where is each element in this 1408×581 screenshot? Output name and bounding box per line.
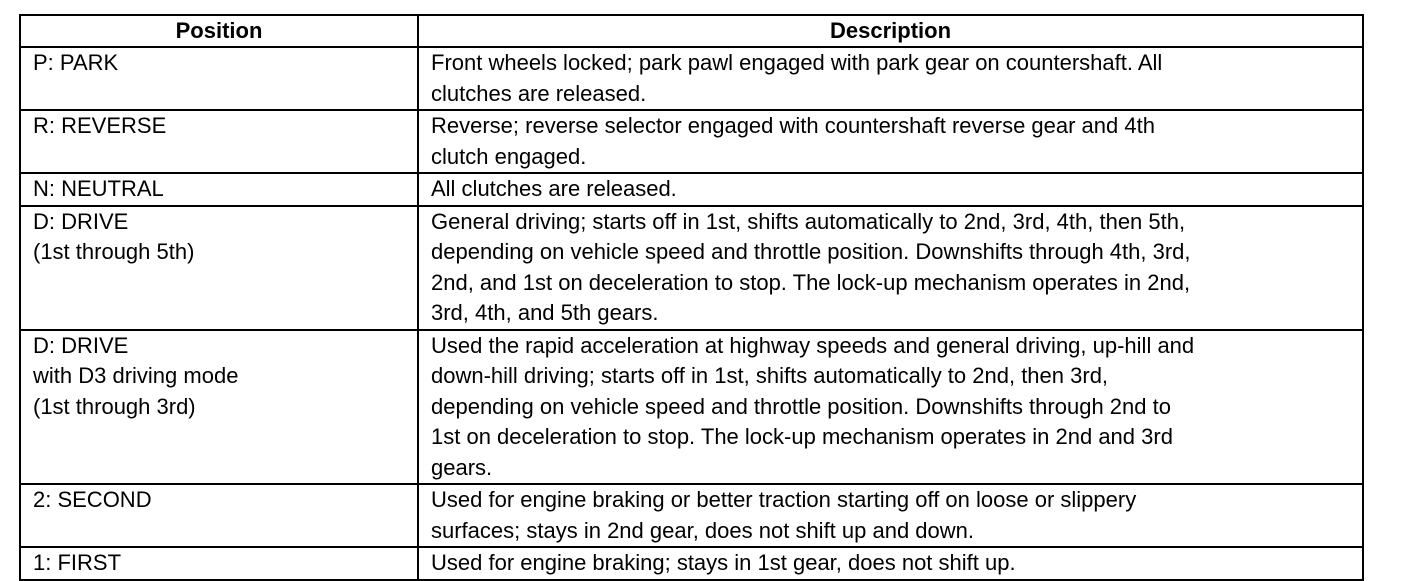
description-cell: Front wheels locked; park pawl engaged with park gear on countershaft. All clutches are released. xyxy=(418,47,1363,110)
position-cell: D: DRIVE with D3 driving mode (1st through 3rd) xyxy=(20,330,418,485)
position-cell: R: REVERSE xyxy=(20,110,418,173)
header-row xyxy=(20,15,1363,47)
gear-position-table xyxy=(19,14,1364,581)
position-cell: P: PARK xyxy=(20,47,418,110)
position-cell: 2: SECOND xyxy=(20,484,418,547)
table-row xyxy=(20,110,1363,173)
position-column-header: Position xyxy=(20,15,418,47)
description-cell: Used for engine braking; stays in 1st gear, does not shift up. xyxy=(418,547,1363,580)
description-cell: Reverse; reverse selector engaged with countershaft reverse gear and 4th clutch engaged. xyxy=(418,110,1363,173)
table-row xyxy=(20,330,1363,485)
position-cell: D: DRIVE (1st through 5th) xyxy=(20,206,418,330)
table-row xyxy=(20,173,1363,206)
description-cell: All clutches are released. xyxy=(418,173,1363,206)
description-cell: Used for engine braking or better traction starting off on loose or slippery surfaces; stays in 2nd gear, does not shift up and down. xyxy=(418,484,1363,547)
position-cell: N: NEUTRAL xyxy=(20,173,418,206)
table-row xyxy=(20,47,1363,110)
description-cell: General driving; starts off in 1st, shifts automatically to 2nd, 3rd, 4th, then 5th, depending on vehicle speed and throttle position. Downshifts through 4th, 3rd, 2nd, and 1st on deceleration to stop. The lock-up mechanism operates in 2nd, 3rd, 4th, and 5th gears. xyxy=(418,206,1363,330)
table-row xyxy=(20,547,1363,580)
table-row xyxy=(20,484,1363,547)
position-cell: 1: FIRST xyxy=(20,547,418,580)
description-cell: Used the rapid acceleration at highway speeds and general driving, up-hill and down-hill driving; starts off in 1st, shifts automatically to 2nd, then 3rd, depending on vehicle speed and throttle position. Downshifts through 2nd to 1st on deceleration to stop. The lock-up mechanism operates in 2nd and 3rd gears. xyxy=(418,330,1363,485)
table-row xyxy=(20,206,1363,330)
description-column-header: Description xyxy=(418,15,1363,47)
